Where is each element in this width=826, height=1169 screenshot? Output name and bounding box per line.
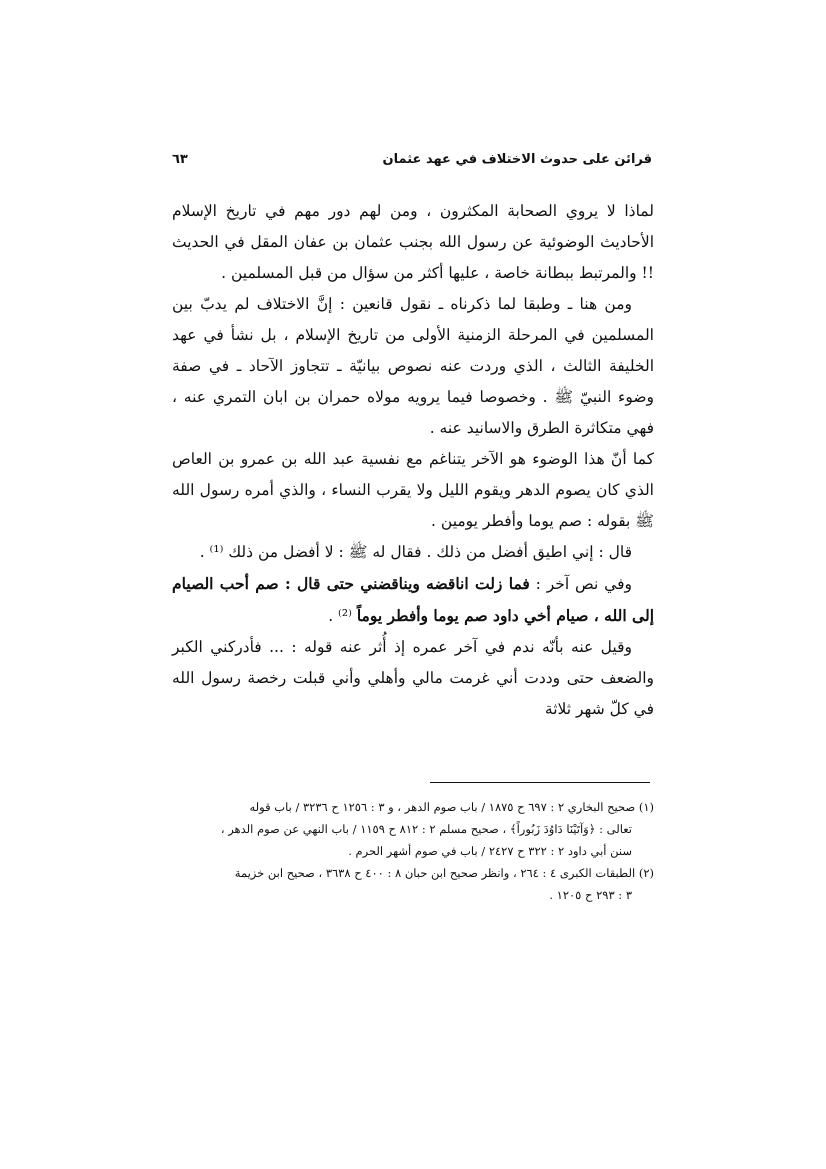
- running-title: قرائن على حدوث الاختلاف في عهد عثمان: [382, 152, 652, 167]
- footnotes: [172, 796, 654, 906]
- paragraph-5-intro: وفي نص آخر :: [529, 575, 632, 593]
- page-header: [172, 150, 652, 174]
- paragraph-3: كما أنّ هذا الوضوء هو الآخر يتناغم مع نفسية عبد الله بن عمرو بن العاص الذي كان يصوم الدهر ويقوم الليل ولا يقرب النساء ، والذي أمره رسول الله ﷺ بقوله : صم يوما وأفطر يومين .: [172, 450, 654, 530]
- page-number: ٦٣: [172, 152, 188, 167]
- paragraph-5-ref: ⁽²⁾ .: [328, 607, 357, 625]
- paragraph-4: قال : إني اطيق أفضل من ذلك . فقال له ﷺ : لا أفضل من ذلك ⁽¹⁾ .: [199, 543, 632, 561]
- footnote-1-line-1: (١) صحيح البخاري ٢ : ٦٩٧ ح ١٨٧٥ / باب صوم الدهر ، و ٣ : ١٢٥٦ ح ٣٢٣٦ / باب قوله: [249, 800, 654, 814]
- footnote-2-line-2: ٣ : ٢٩٣ ح ١٢٠٥ .: [549, 888, 632, 902]
- paragraph-5: [172, 568, 654, 632]
- main-text: [172, 196, 654, 725]
- footnote-1-line-2: تعالى : ﴿وَآتَيْنَا دَاوُدَ زَبُوراً﴾ ، صحيح مسلم ٢ : ٨١٢ ح ١١٥٩ / باب النهي عن صوم الدهر ،: [220, 822, 632, 836]
- paragraph-1: لماذا لا يروي الصحابة المكثرون ، ومن لهم دور مهم في تاريخ الإسلام الأحاديث الوضوئية عن رسول الله بجنب عثمان بن عفان المقل في الحديث !! والمرتبط ببطانة خاصة ، عليها أكثر من سؤال من قبل المسلمين .: [172, 202, 654, 282]
- footnote-1-line-3: سنن أبي داود ٢ : ٣٢٢ ح ٢٤٢٧ / باب في صوم أشهر الحرم .: [348, 844, 632, 858]
- paragraph-6: وقيل عنه بأنّه ندم في آخر عمره إذ أُثر عنه قوله : ... فأدركني الكبر والضعف حتى وددت أني غرمت مالي وأهلي وأني قبلت رخصة رسول الله في كلّ شهر ثلاثة: [172, 638, 654, 718]
- paragraph-2: ومن هنا ـ وطبقا لما ذكرناه ـ نقول قانعين : إنَّ الاختلاف لم يدبّ بين المسلمين في المرحلة الزمنية الأولى من تاريخ الإسلام ، بل نشأ في عهد الخليفة الثالث ، الذي وردت عنه نصوص بيانيّة ـ تتجاوز الآحاد ـ في صفة وضوء النبيّ ﷺ . وخصوصا فيما يرويه مولاه حمران بن ابان التمري عنه ، فهي متكاثرة الطرق والاسانيد عنه .: [172, 295, 654, 437]
- footnote-separator: [430, 782, 650, 783]
- paragraph-5-quote: فما زلت اناقضه ويناقضني حتى قال : صم أحب الصيام إلى الله ، صيام أخي داود صم يوما وأفطر يوماً: [172, 574, 654, 625]
- footnote-2-line-1: (٢) الطبقات الكبرى ٤ : ٢٦٤ ، وانظر صحيح ابن حبان ٨ : ٤٠٠ ح ٣٦٣٨ ، صحيح ابن خزيمة: [234, 866, 654, 880]
